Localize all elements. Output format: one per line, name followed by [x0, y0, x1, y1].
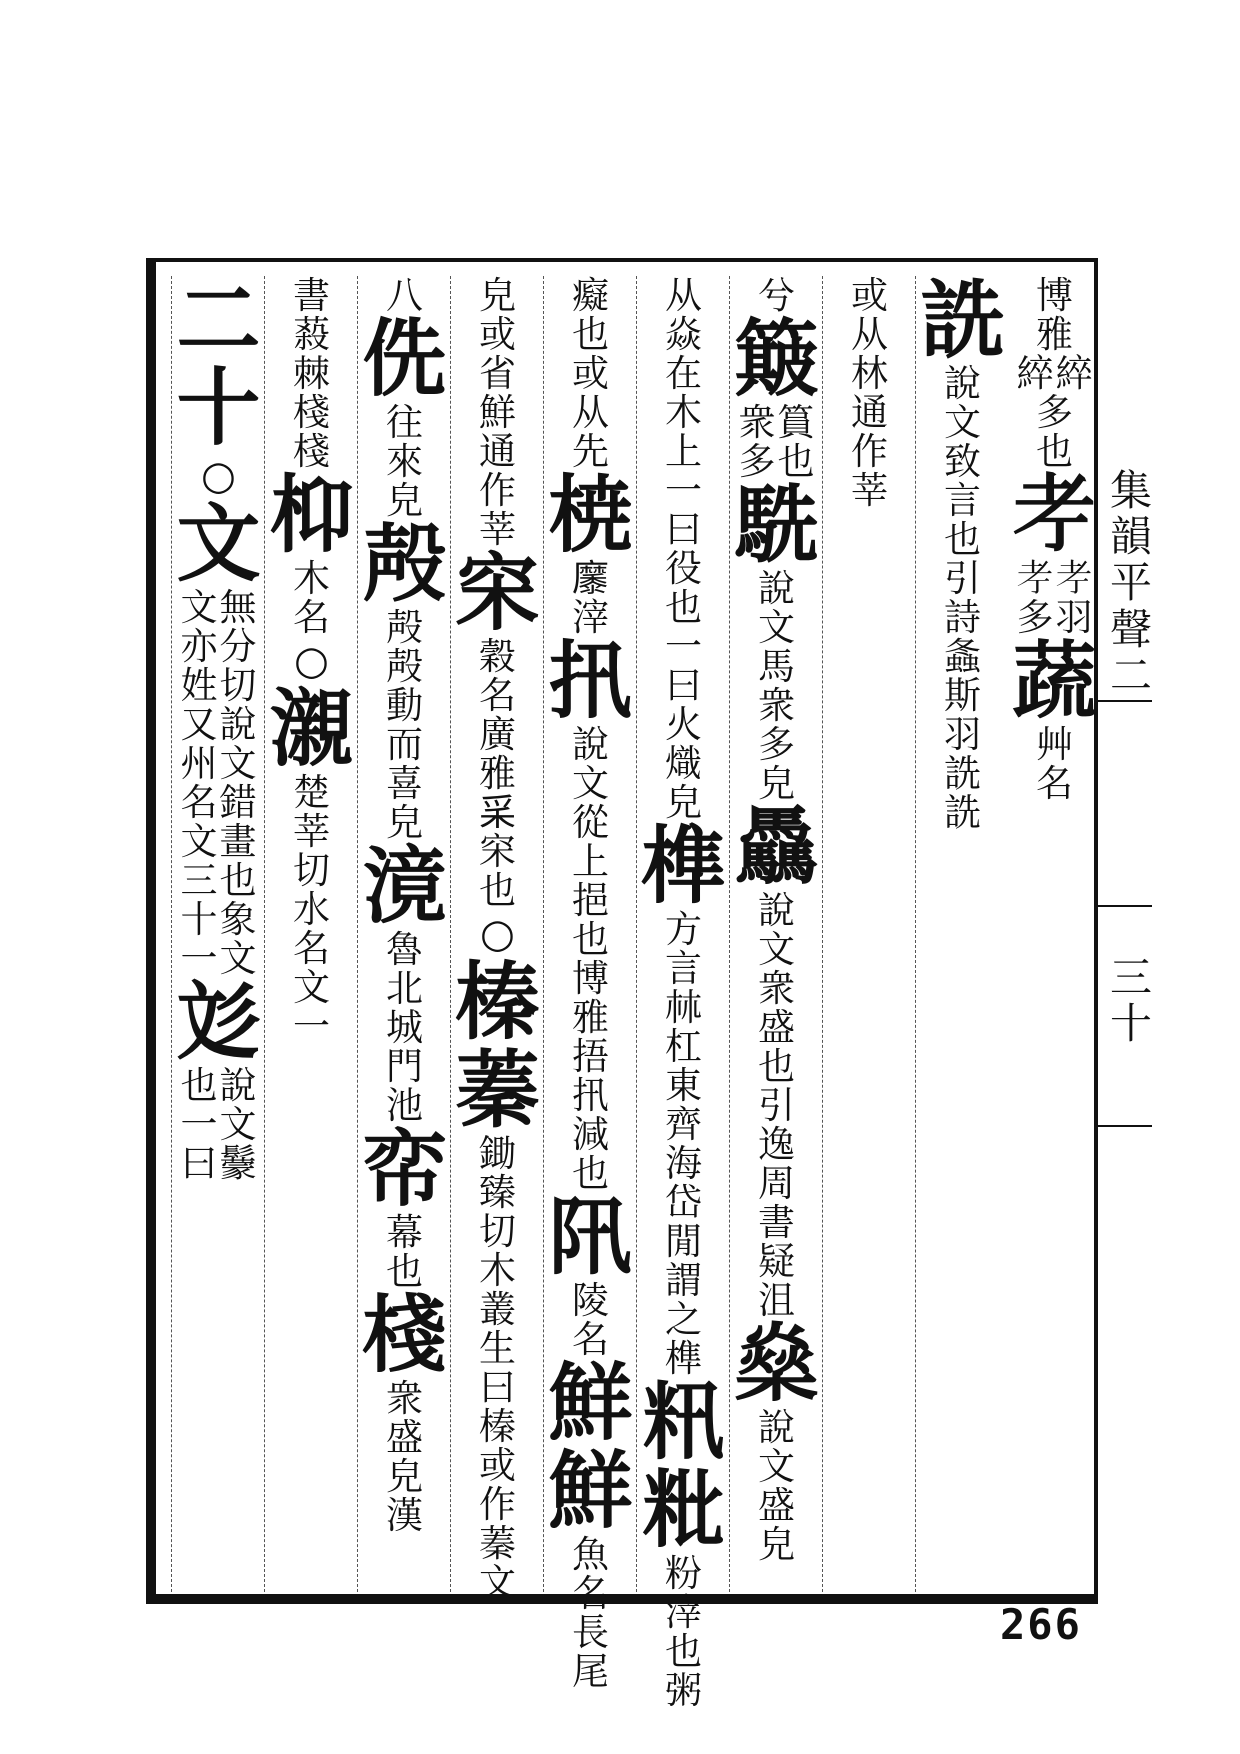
annotation-char: 𪎭: [572, 557, 609, 600]
margin-rule: [1098, 1125, 1152, 1127]
annotation-line: [220, 588, 257, 978]
headword-char: 鮮: [548, 1353, 633, 1452]
headword-char: 蓁: [455, 1040, 540, 1139]
annotation-line: [1056, 354, 1093, 393]
annotation-char: 皃: [386, 801, 423, 844]
annotation-char: 焱: [665, 313, 702, 356]
headword-char: 燊: [734, 1314, 819, 1413]
annotation-char: 也: [180, 1064, 218, 1107]
annotation-char: 蓁: [479, 1522, 516, 1565]
annotation-char: 無: [219, 586, 257, 629]
text-column: [636, 274, 730, 1712]
annotation-char: 三: [180, 859, 218, 902]
annotation-char: 羽: [1055, 596, 1093, 639]
page-number: 266: [1000, 1600, 1082, 1649]
annotation-char: 叢: [479, 1288, 516, 1331]
annotation-char: 皃: [479, 274, 516, 317]
annotation-char: 或: [572, 352, 609, 395]
annotation-char: 殸: [386, 606, 423, 649]
annotation-char: 謂: [665, 1259, 702, 1302]
annotation-char: 魯: [386, 928, 423, 971]
text-column: [729, 276, 823, 1592]
annotation-char: 从: [851, 313, 888, 356]
annotation-char: 先: [572, 430, 609, 473]
annotation-char: 岱: [665, 1181, 702, 1224]
headword-char: 詵: [920, 270, 1005, 369]
annotation-line: [1017, 354, 1054, 393]
annotation-char: 說: [219, 703, 257, 746]
annotation-char: 衆: [758, 684, 795, 727]
annotation-char: 榫: [665, 1337, 702, 1380]
annotation-char: 名: [572, 1318, 609, 1361]
annotation-char: 殸: [386, 645, 423, 688]
annotation-char: 上: [665, 430, 702, 473]
annotation-char: 棧: [293, 391, 330, 434]
margin-char: 三: [1109, 953, 1152, 1002]
annotation-char: 馬: [758, 645, 795, 688]
margin-char: 二: [1109, 650, 1152, 700]
headword-char: 榛: [455, 952, 540, 1051]
double-annotation: [739, 403, 815, 481]
annotation-char: 曰: [180, 1142, 218, 1185]
headword-char: 侁: [362, 309, 447, 408]
annotation-char: 文: [758, 606, 795, 649]
headword-char: 彣: [176, 972, 261, 1071]
text-column: [822, 276, 916, 1592]
annotation-char: 閒: [665, 1220, 702, 1263]
annotation-char: 皃: [386, 1455, 423, 1498]
annotation-char: 名: [180, 781, 218, 824]
annotation-char: 象: [219, 898, 257, 941]
annotation-char: 也: [572, 1152, 609, 1195]
annotation-char: 說: [758, 567, 795, 610]
double-annotation: [1017, 354, 1093, 393]
annotation-char: 切: [293, 849, 330, 892]
annotation-char: 池: [386, 1084, 423, 1127]
annotation-char: 文: [944, 401, 981, 444]
headword-char: 籸: [641, 1372, 726, 1471]
annotation-char: 詩: [944, 596, 981, 639]
annotation-char: 方: [665, 908, 702, 951]
annotation-char: 來: [386, 440, 423, 483]
margin-char: 聲: [1109, 604, 1152, 654]
annotation-char: 名: [1036, 762, 1073, 805]
annotation-char: 皃: [386, 479, 423, 522]
annotation-char: 熾: [665, 742, 702, 785]
annotation-char: 言: [665, 947, 702, 990]
annotation-char: 一: [180, 1103, 218, 1146]
annotation-char: 文: [293, 966, 330, 1009]
annotation-char: 臻: [479, 1171, 516, 1214]
headword-char: 駪: [734, 475, 819, 574]
annotation-char: 文: [219, 1103, 257, 1146]
annotation-char: 陵: [572, 1279, 609, 1322]
text-column: [915, 270, 1009, 1592]
annotation-char: 多: [738, 440, 776, 483]
annotation-char: 扟: [572, 1074, 609, 1117]
text-column: [450, 274, 544, 1604]
headword-char: 榫: [641, 816, 726, 915]
annotation-char: 詵: [944, 752, 981, 795]
annotation-char: 盛: [386, 1416, 423, 1459]
annotation-char: 動: [386, 684, 423, 727]
annotation-line: [220, 1066, 257, 1183]
annotation-char: 盛: [758, 1484, 795, 1527]
annotation-char: 衆: [738, 401, 776, 444]
annotation-char: 莘: [851, 469, 888, 512]
headword-char: 阠: [548, 1187, 633, 1286]
section-circle-mark: ○: [201, 453, 236, 499]
annotation-line: [1017, 559, 1054, 637]
annotation-char: 一: [665, 625, 702, 668]
annotation-char: 名: [572, 1572, 609, 1615]
margin-rule: [1098, 700, 1152, 702]
annotation-char: 斯: [944, 674, 981, 717]
annotation-char: 也: [944, 518, 981, 561]
section-circle-mark: ○: [294, 638, 329, 684]
annotation-char: 也: [572, 918, 609, 961]
headword-char: 十: [176, 358, 261, 457]
annotation-char: 滓: [665, 1591, 702, 1634]
annotation-char: 廣: [479, 713, 516, 756]
annotation-char: 名: [293, 596, 330, 639]
annotation-char: 皃: [665, 781, 702, 824]
annotation-char: 篔: [777, 401, 815, 444]
annotation-char: 衆: [386, 1377, 423, 1420]
text-column: [543, 274, 637, 1693]
annotation-char: 羽: [944, 713, 981, 756]
headword-char: 蔬: [1012, 631, 1097, 730]
annotation-char: 周: [758, 1162, 795, 1205]
headword-char: 二: [176, 270, 261, 369]
annotation-char: 曰: [665, 508, 702, 551]
annotation-char: 幕: [386, 1211, 423, 1254]
annotation-char: 雅: [479, 752, 516, 795]
annotation-char: 言: [944, 479, 981, 522]
annotation-char: 水: [293, 888, 330, 931]
annotation-char: 東: [665, 1064, 702, 1107]
annotation-char: 衆: [758, 967, 795, 1010]
annotation-char: 州: [180, 742, 218, 785]
headword-char: 瀙: [269, 679, 354, 778]
annotation-char: 切: [219, 664, 257, 707]
annotation-char: 畫: [219, 820, 257, 863]
annotation-char: 文: [180, 820, 218, 863]
annotation-char: 之: [665, 1298, 702, 1341]
annotation-char: 長: [572, 1611, 609, 1654]
annotation-char: 或: [851, 274, 888, 317]
annotation-char: 鮮: [479, 391, 516, 434]
annotation-char: 通: [851, 391, 888, 434]
annotation-char: 火: [665, 703, 702, 746]
annotation-char: 說: [572, 723, 609, 766]
annotation-char: 又: [180, 703, 218, 746]
annotation-char: 分: [219, 625, 257, 668]
annotation-char: 博: [1036, 274, 1073, 317]
headword-char: 鮮: [548, 1441, 633, 1540]
headword-char: 枊: [269, 465, 354, 564]
headword-char: 殸: [362, 514, 447, 613]
annotation-char: 在: [665, 352, 702, 395]
annotation-line: [181, 588, 218, 978]
annotation-char: 通: [479, 430, 516, 473]
annotation-char: 從: [572, 801, 609, 844]
annotation-char: 从: [665, 274, 702, 317]
annotation-char: 莘: [293, 810, 330, 853]
annotation-char: 皃: [758, 1523, 795, 1566]
annotation-char: 一: [665, 469, 702, 512]
annotation-char: 莘: [479, 508, 516, 551]
annotation-char: 上: [572, 840, 609, 883]
annotation-char: 穼: [479, 830, 516, 873]
headword-char: 文: [176, 494, 261, 593]
annotation-char: 致: [944, 440, 981, 483]
annotation-char: 也: [479, 869, 516, 912]
double-annotation: [181, 1066, 257, 1183]
annotation-char: 詵: [944, 791, 981, 834]
annotation-char: 一: [180, 937, 218, 980]
annotation-char: 而: [386, 723, 423, 766]
annotation-char: 文: [219, 742, 257, 785]
annotation-line: [181, 1066, 218, 1183]
annotation-char: 林: [851, 352, 888, 395]
annotation-char: 書: [758, 1201, 795, 1244]
annotation-char: 𦒱: [1016, 557, 1054, 600]
annotation-char: 滓: [572, 596, 609, 639]
annotation-char: 亦: [180, 625, 218, 668]
annotation-char: 皃: [758, 762, 795, 805]
annotation-char: 曰: [479, 1366, 516, 1409]
annotation-char: 𥝩: [479, 791, 516, 834]
annotation-char: 或: [479, 1444, 516, 1487]
annotation-line: [1056, 559, 1093, 637]
annotation-char: 或: [479, 313, 516, 356]
annotation-char: 粥: [665, 1669, 702, 1712]
annotation-char: 引: [944, 557, 981, 600]
annotation-char: 也: [572, 313, 609, 356]
annotation-char: 漢: [386, 1494, 423, 1537]
annotation-char: 挹: [572, 879, 609, 922]
annotation-char: 穀: [479, 635, 516, 678]
annotation-char: 文: [758, 928, 795, 971]
annotation-char: 也: [219, 859, 257, 902]
annotation-char: 也: [665, 1630, 702, 1673]
margin-char: 集: [1109, 466, 1152, 515]
text-column: [357, 276, 451, 1592]
annotation-char: 生: [479, 1327, 516, 1370]
annotation-char: 兮: [758, 274, 795, 317]
margin-rule: [1098, 905, 1152, 907]
annotation-char: 也: [386, 1250, 423, 1293]
annotation-char: 文: [758, 1445, 795, 1488]
annotation-char: 文: [479, 1561, 516, 1604]
headword-char: 棧: [362, 1285, 447, 1384]
annotation-char: 說: [944, 362, 981, 405]
headword-char: 帟: [362, 1119, 447, 1218]
annotation-char: 杠: [665, 1025, 702, 1068]
annotation-char: 楚: [293, 771, 330, 814]
annotation-char: 也: [1036, 430, 1073, 473]
annotation-char: 海: [665, 1142, 702, 1185]
section-circle-mark: ○: [480, 911, 515, 957]
annotation-char: 作: [851, 430, 888, 473]
annotation-char: 雅: [572, 996, 609, 1039]
annotation-char: 尾: [572, 1650, 609, 1693]
annotation-char: 多: [758, 723, 795, 766]
text-column: [264, 276, 358, 1592]
annotation-char: 沮: [758, 1279, 795, 1322]
headword-char: 穼: [455, 543, 540, 642]
annotation-char: 木: [479, 1249, 516, 1292]
annotation-line: [778, 403, 815, 481]
text-column: [171, 270, 265, 1592]
annotation-char: 鋤: [479, 1132, 516, 1175]
annotation-char: 說: [758, 1406, 795, 1449]
headword-char: 驫: [734, 797, 819, 896]
annotation-char: 錯: [219, 781, 257, 824]
annotation-char: 也: [758, 1045, 795, 1088]
annotation-char: 文: [180, 586, 218, 629]
annotation-char: 省: [479, 352, 516, 395]
annotation-char: 棘: [293, 352, 330, 395]
annotation-char: 盛: [758, 1006, 795, 1049]
annotation-char: 粉: [665, 1552, 702, 1595]
annotation-char: 捂: [572, 1035, 609, 1078]
text-column: [1008, 276, 1101, 1592]
annotation-char: 八: [386, 274, 423, 317]
annotation-char: 綷: [1055, 352, 1093, 395]
annotation-char: 作: [479, 469, 516, 512]
annotation-char: 北: [386, 967, 423, 1010]
annotation-char: 城: [386, 1006, 423, 1049]
annotation-char: 木: [293, 557, 330, 600]
annotation-char: 螽: [944, 635, 981, 678]
annotation-char: 役: [665, 547, 702, 590]
annotation-char: 也: [665, 586, 702, 629]
annotation-char: 𣏟: [665, 986, 702, 1029]
double-annotation: [181, 588, 257, 978]
annotation-char: 癡: [572, 274, 609, 317]
annotation-char: 逸: [758, 1123, 795, 1166]
annotation-char: 艸: [1036, 723, 1073, 766]
margin-leaf-number: [1104, 955, 1158, 1047]
annotation-char: 木: [665, 391, 702, 434]
annotation-char: 門: [386, 1045, 423, 1088]
annotation-char: 多: [1036, 391, 1073, 434]
annotation-char: 文: [219, 937, 257, 980]
annotation-char: 疑: [758, 1240, 795, 1283]
annotation-char: 博: [572, 957, 609, 1000]
headword-char: 扟: [548, 631, 633, 730]
annotation-char: 作: [479, 1483, 516, 1526]
annotation-char: 魚: [572, 1533, 609, 1576]
annotation-char: 引: [758, 1084, 795, 1127]
annotation-char: 棧: [293, 430, 330, 473]
headword-char: 滰: [362, 836, 447, 935]
annotation-char: 十: [180, 898, 218, 941]
annotation-char: 𦒱: [1055, 557, 1093, 600]
annotation-char: 綷: [1016, 352, 1054, 395]
double-annotation: [1017, 559, 1093, 637]
annotation-line: [739, 403, 776, 481]
annotation-char: 姓: [180, 664, 218, 707]
annotation-char: 名: [293, 927, 330, 970]
annotation-char: 䰒: [219, 1142, 257, 1185]
annotation-char: 說: [219, 1064, 257, 1107]
annotation-char: 多: [1016, 596, 1054, 639]
margin-title: [1104, 468, 1158, 699]
headword-char: 𦒱: [1012, 465, 1097, 564]
headword-char: 粃: [641, 1460, 726, 1559]
annotation-char: 也: [777, 440, 815, 483]
headword-char: 𣓤: [548, 465, 633, 564]
annotation-char: 榛: [479, 1405, 516, 1448]
margin-char: 十: [1109, 999, 1152, 1049]
margin-char: 平: [1109, 558, 1152, 608]
annotation-char: 从: [572, 391, 609, 434]
margin-char: 韻: [1109, 512, 1152, 562]
annotation-char: 雅: [1036, 313, 1073, 356]
annotation-char: 文: [572, 762, 609, 805]
annotation-char: 切: [479, 1210, 516, 1253]
annotation-char: 蔱: [293, 313, 330, 356]
annotation-char: 齊: [665, 1103, 702, 1146]
annotation-char: 說: [758, 889, 795, 932]
annotation-char: 往: [386, 401, 423, 444]
annotation-char: 減: [572, 1113, 609, 1156]
headword-char: 簸: [734, 309, 819, 408]
annotation-char: 曰: [665, 664, 702, 707]
annotation-char: 一: [293, 1005, 330, 1048]
annotation-char: 書: [293, 274, 330, 317]
annotation-char: 喜: [386, 762, 423, 805]
annotation-char: 名: [479, 674, 516, 717]
